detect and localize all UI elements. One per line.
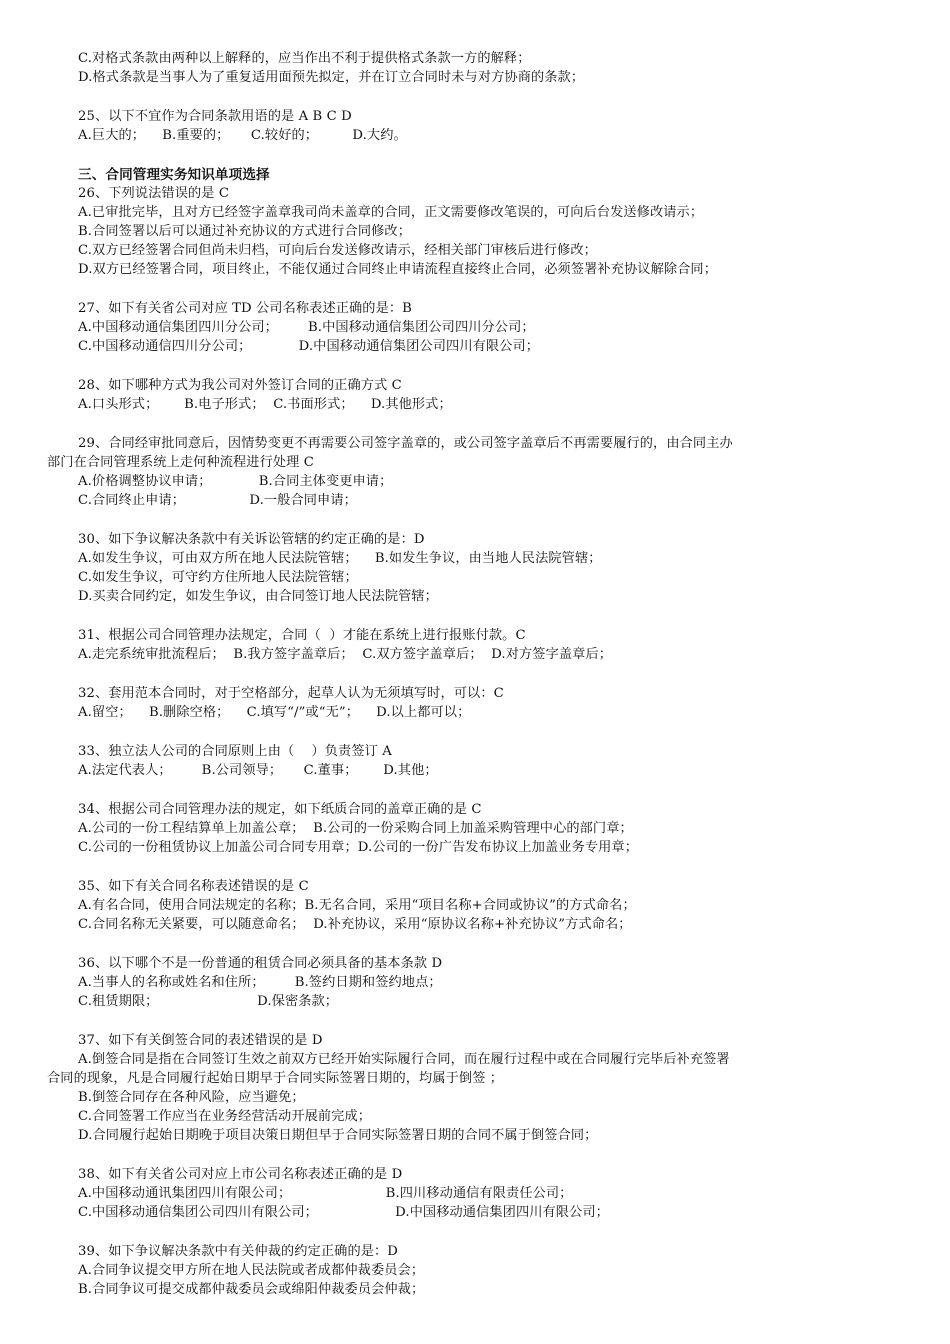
text-line: A.中国移动通信集团四川分公司； B.中国移动通信集团公司四川分公司； [78, 320, 535, 335]
question-25: 25、以下不宜作为合同条款用语的是 A B C D [78, 109, 352, 124]
text-line: B.合同签署以后可以通过补充协议的方式进行合同修改； [78, 224, 411, 239]
text-line: D.格式条款是当事人为了重复适用面预先拟定，并在订立合同时未与对方协商的条款； [78, 70, 585, 85]
question-37: 37、如下有关倒签合同的表述错误的是 D [78, 1033, 323, 1048]
question-35: 35、如下有关合同名称表述错误的是 C [78, 879, 309, 894]
text-line: A.已审批完毕，且对方已经签字盖章我司尚未盖章的合同，正文需要修改笔误的，可向后台发送修改请示； [78, 205, 704, 220]
text-line: C.中国移动通信四川分公司； D.中国移动通信集团公司四川有限公司； [78, 339, 540, 354]
text-line: 部门在合同管理系统上走何种流程进行处理 C [47, 455, 314, 470]
text-line: A.倒签合同是指在合同签订生效之前双方已经开始实际履行合同，而在履行过程中或在合同履行完毕后补充签署 [78, 1052, 730, 1067]
text-line: A.留空； B.删除空格； C.填写“/”或“无”； D.以上都可以； [78, 705, 471, 720]
text-line: C.中国移动通信集团公司四川有限公司； D.中国移动通信集团四川有限公司； [78, 1205, 609, 1220]
text-line: A.法定代表人； B.公司领导； C.董事； D.其他； [78, 763, 438, 778]
text-line: D.合同履行起始日期晚于项目决策日期但早于合同实际签署日期的合同不属于倒签合同； [78, 1128, 598, 1143]
text-line: C.合同终止申请； D.一般合同申请； [78, 493, 357, 508]
question-26: 26、下列说法错误的是 C [78, 186, 230, 201]
text-line: A.中国移动通讯集团四川有限公司； B.四川移动通信有限责任公司； [78, 1186, 573, 1201]
text-line: A.公司的一份工程结算单上加盖公章； B.公司的一份采购合同上加盖采购管理中心的部门章； [78, 821, 633, 836]
text-line: C.如发生争议，可守约方住所地人民法院管辖； [78, 570, 358, 585]
text-line: A.如发生争议，可由双方所在地人民法院管辖； B.如发生争议，由当地人民法院管辖； [78, 551, 602, 566]
text-line: C.合同签署工作应当在业务经营活动开展前完成； [78, 1109, 372, 1124]
text-line: A.口头形式； B.电子形式； C.书面形式； D.其他形式； [78, 397, 452, 412]
question-32: 32、套用范本合同时，对于空格部分，起草人认为无须填写时，可以：C [78, 686, 504, 701]
text-line: A.走完系统审批流程后； B.我方签字盖章后； C.双方签字盖章后； D.对方签字盖章后； [78, 647, 613, 662]
question-30: 30、如下争议解决条款中有关诉讼管辖的约定正确的是：D [78, 532, 425, 547]
question-36: 36、以下哪个不是一份普通的租赁合同必须具备的基本条款 D [78, 956, 443, 971]
question-29: 29、合同经审批同意后，因情势变更不再需要公司签字盖章的，或公司签字盖章后不再需要履行的，由合同主办 [78, 436, 733, 451]
text-line: D.双方已经签署合同，项目终止，不能仅通过合同终止申请流程直接终止合同，必须签署补充协议解除合同； [78, 262, 718, 277]
text-line: C.双方已经签署合同但尚未归档，可向后台发送修改请示，经相关部门审核后进行修改； [78, 243, 597, 258]
text-line: A.合同争议提交甲方所在地人民法院或者成都仲裁委员会； [78, 1263, 425, 1278]
text-line: 合同的现象，凡是合同履行起始日期早于合同实际签署日期的，均属于倒签 ； [47, 1071, 504, 1086]
text-line: C.租赁期限； D.保密条款； [78, 994, 339, 1009]
text-line: A.巨大的； B.重要的； C.较好的； D.大约。 [78, 128, 407, 143]
question-27: 27、如下有关省公司对应 TD 公司名称表述正确的是：B [78, 301, 412, 316]
question-39: 39、如下争议解决条款中有关仲裁的约定正确的是：D [78, 1244, 398, 1259]
text-line: C.合同名称无关紧要，可以随意命名； D.补充协议，采用“原协议名称+补充协议”方式命名； [78, 917, 632, 932]
question-38: 38、如下有关省公司对应上市公司名称表述正确的是 D [78, 1167, 403, 1182]
text-line: D.买卖合同约定，如发生争议，由合同签订地人民法院管辖； [78, 589, 438, 604]
text-line: A.当事人的名称或姓名和住所； B.签约日期和签约地点； [78, 975, 442, 990]
text-line: B.倒签合同存在各种风险，应当避免； [78, 1090, 305, 1105]
question-34: 34、根据公司合同管理办法的规定，如下纸质合同的盖章正确的是 C [78, 802, 482, 817]
text-line: C.对格式条款由两种以上解释的，应当作出不利于提供格式条款一方的解释； [78, 51, 531, 66]
text-line: C.公司的一份租赁协议上加盖公司合同专用章；D.公司的一份广告发布协议上加盖业务专用章； [78, 840, 639, 855]
text-line: A.价格调整协议申请； B.合同主体变更申请； [78, 474, 393, 489]
question-28: 28、如下哪种方式为我公司对外签订合同的正确方式 C [78, 378, 402, 393]
section-heading: 三、合同管理实务知识单项选择 [78, 167, 270, 183]
question-31: 31、根据公司合同管理办法规定，合同（ ）才能在系统上进行报账付款。C [78, 628, 526, 643]
question-33: 33、独立法人公司的合同原则上由（ ）负责签订 A [78, 744, 392, 759]
text-line: A.有名合同，使用合同法规定的名称；B.无名合同，采用“项目名称+合同或协议”的方式命名； [78, 898, 636, 913]
text-line: B.合同争议可提交成都仲裁委员会或绵阳仲裁委员会仲裁； [78, 1282, 425, 1297]
